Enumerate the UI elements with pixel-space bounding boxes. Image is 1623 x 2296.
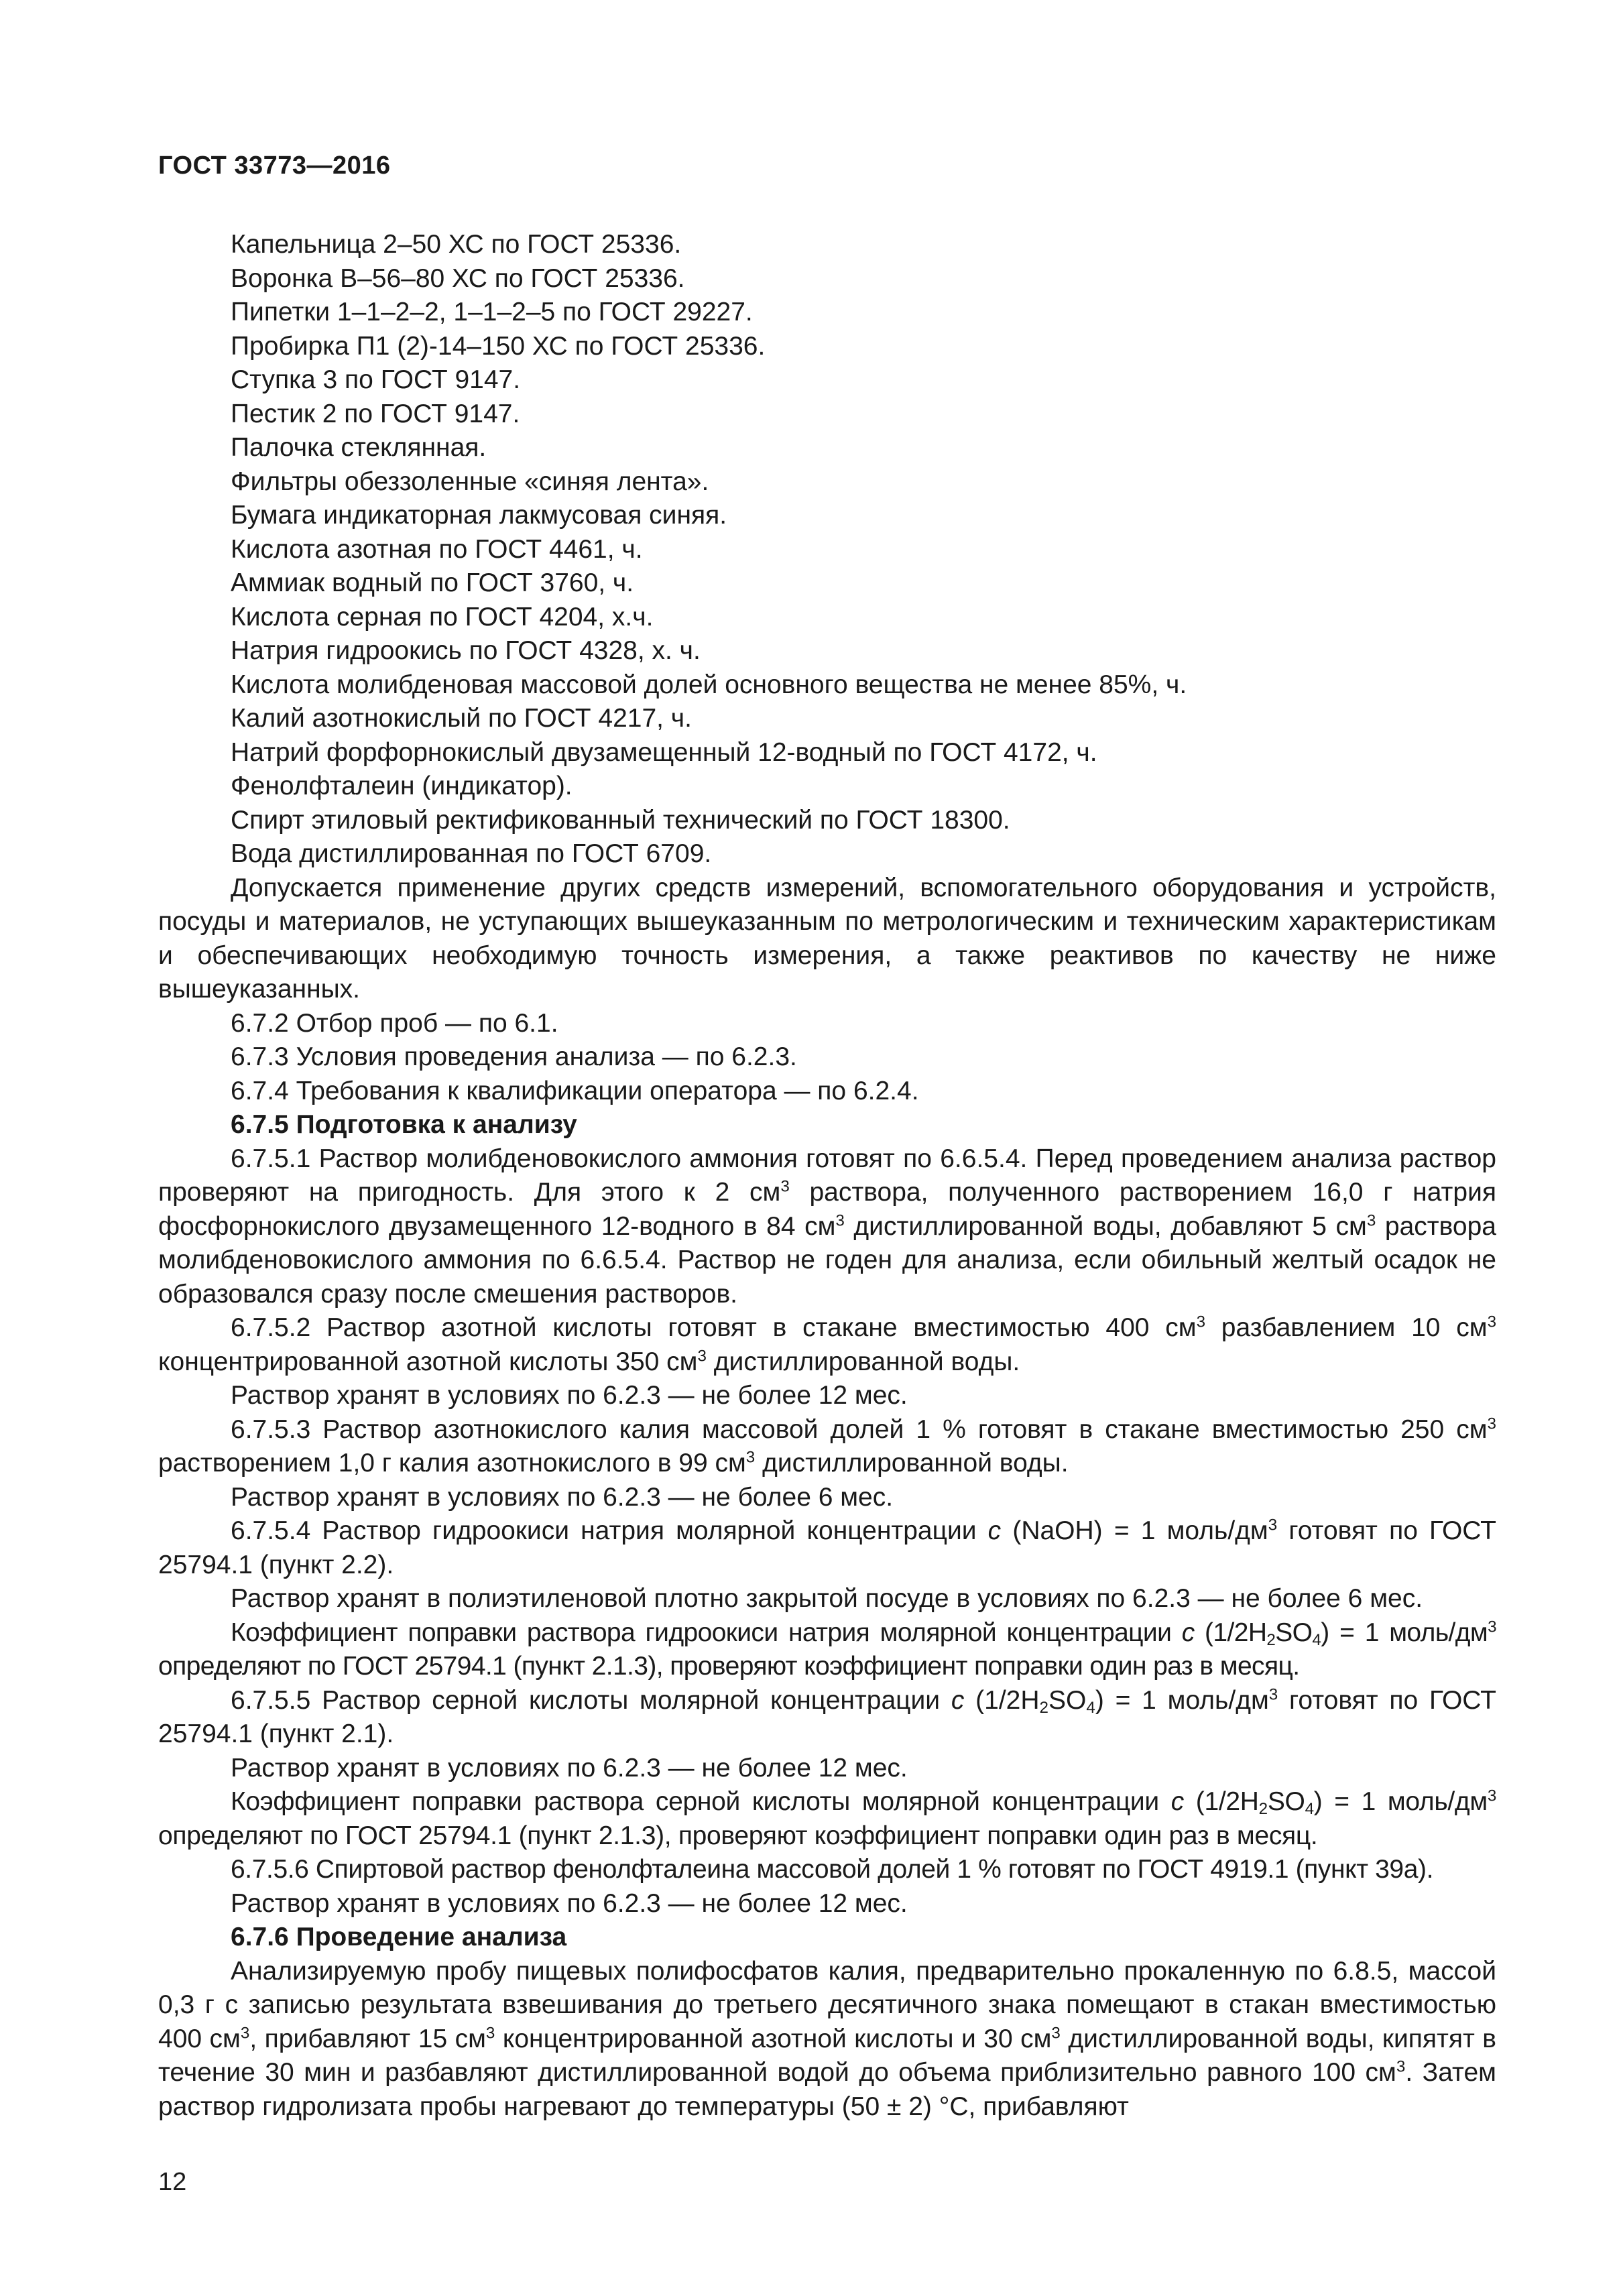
- section-6-7-5-2: 6.7.5.2 Раствор азотной кислоты готовят в стакане вместимостью 400 $см^3$ разбавлением 10 $см^3$ концентрированной азотной кислоты 350 $см^3$ дистиллированной воды.: [158, 1313, 1497, 1376]
- section-6-7-2: 6.7.2 Отбор проб — по 6.1.: [231, 1008, 558, 1038]
- list-item: Пробирка П1 (2)-14–150 ХС по ГОСТ 25336.: [231, 331, 766, 361]
- list-item: Фильтры обеззоленные «синяя лента».: [231, 467, 709, 496]
- section-6-7-5-6: 6.7.5.6 Спиртовой раствор фенолфталеина массовой долей 1 % готовят по ГОСТ 4919.1 (пункт 39а).: [231, 1855, 1434, 1884]
- list-item: Ступка 3 по ГОСТ 9147.: [231, 365, 521, 394]
- paragraph-allowed-substitutes: Допускается применение других средств измерений, вспомогательного оборудования и устройств, посуды и материалов, не уступающих вышеуказанным по метрологическим и техническим характеристикам и обеспечивающих необходимую точность измерения, а также реактивов по качеству не ниже вышеуказанных.: [158, 873, 1496, 1004]
- list-item: Бумага индикаторная лакмусовая синяя.: [231, 501, 727, 530]
- section-6-7-3: 6.7.3 Условия проведения анализа — по 6.2.3.: [231, 1042, 797, 1071]
- page-header: ГОСТ 33773—2016: [158, 152, 391, 180]
- list-item: Пипетки 1–1–2–2, 1–1–2–5 по ГОСТ 29227.: [231, 298, 753, 326]
- storage-note-12-months-b: Раствор хранят в условиях по 6.2.3 — не более 12 мес.: [231, 1753, 908, 1783]
- equipment-list: [158, 228, 1496, 871]
- heading-6-7-6: 6.7.6 Проведение анализа: [231, 1923, 567, 1951]
- list-item: Кислота молибденовая массовой долей основного вещества не менее 85%, ч.: [231, 670, 1187, 699]
- list-item: Калий азотнокислый по ГОСТ 4217, ч.: [231, 704, 692, 733]
- list-item: Аммиак водный по ГОСТ 3760, ч.: [231, 568, 634, 597]
- list-item: Кислота азотная по ГОСТ 4461, ч.: [231, 534, 643, 564]
- storage-note-polyethylene: Раствор хранят в полиэтиленовой плотно закрытой посуде в условиях по 6.2.3 — не более 6 мес.: [231, 1584, 1423, 1613]
- page-number: 12: [158, 2168, 187, 2196]
- storage-note-12-months-c: Раствор хранят в условиях по 6.2.3 — не более 12 мес.: [231, 1888, 908, 1918]
- section-6-7-5-4: 6.7.5.4 Раствор гидроокиси натрия молярной концентрации c (NaOH) = 1 моль/$дм^3$ готовят по ГОСТ 25794.1 (пункт 2.2).: [158, 1516, 1497, 1579]
- section-6-7-5-3: 6.7.5.3 Раствор азотнокислого калия массовой долей 1 % готовят в стакане вместимостью 250 $см^3$ растворением 1,0 г калия азотнокислого в 99 $см^3$ дистиллированной воды.: [158, 1414, 1496, 1477]
- heading-6-7-5: 6.7.5 Подготовка к анализу: [231, 1110, 577, 1139]
- coefficient-note-h2so4: Коэффициент поправки раствора серной кислоты молярной концентрации c $(1/2H_2SO_4) = 1$ моль/$дм^3$ определяют по ГОСТ 25794.1 (пункт 2.1.3), проверяют коэффициент поправки один раз в месяц.: [158, 1787, 1496, 1850]
- section-6-7-4: 6.7.4 Требования к квалификации оператора — по 6.2.4.: [231, 1076, 919, 1105]
- list-item: Капельница 2–50 ХС по ГОСТ 25336.: [231, 230, 682, 259]
- storage-note-12-months: Раствор хранят в условиях по 6.2.3 — не более 12 мес.: [231, 1381, 908, 1410]
- section-6-7-6-procedure: Анализируемую пробу пищевых полифосфатов калия, предварительно прокаленную по 6.8.5, массой 0,3 г с записью результата взвешивания до третьего десятичного знака помещают в стакан вместимостью 400 $см^3$, прибавляют 15 $см^3$ концентрированной азотной кислоты и 30 $см^3$ дистиллированной воды, кипятят в течение 30 мин и разбавляют дистиллированной водой до объема приблизительно равного 100 $см^3$. Затем раствор гидролизата пробы нагревают до температуры (50 ± 2) °С, прибавляют: [158, 1956, 1497, 2121]
- list-item: Вода дистиллированная по ГОСТ 6709.: [231, 839, 712, 868]
- coefficient-note-naoh: Коэффициент поправки раствора гидроокиси натрия молярной концентрации c $(1/2H_2SO_4) = 1$ моль/$дм^3$ определяют по ГОСТ 25794.1 (пункт 2.1.3), проверяют коэффициент поправки один раз в месяц.: [158, 1618, 1496, 1681]
- storage-note-6-months: Раствор хранят в условиях по 6.2.3 — не более 6 мес.: [231, 1482, 894, 1512]
- document-body: [158, 228, 1496, 2124]
- list-item: Палочка стеклянная.: [231, 433, 487, 462]
- section-6-7-5-1: 6.7.5.1 Раствор молибденовокислого аммония готовят по 6.6.5.4. Перед проведением анализа раствор проверяют на пригодность. Для этого к 2 $см^3$ раствора, полученного растворением 16,0 г натрия фосфорнокислого двузамещенного 12-водного в 84 $см^3$ дистиллированной воды, добавляют 5 $см^3$ раствора молибденовокислого аммония по 6.6.5.4. Раствор не годен для анализа, если обильный желтый осадок не образовался сразу после смешения растворов.: [158, 1144, 1496, 1309]
- section-6-7-5-5: 6.7.5.5 Раствор серной кислоты молярной концентрации c $(1/2H_2SO_4) = 1$ моль/$дм^3$ готовят по ГОСТ 25794.1 (пункт 2.1).: [158, 1685, 1496, 1748]
- list-item: Кислота серная по ГОСТ 4204, х.ч.: [231, 602, 654, 631]
- list-item: Фенолфталеин (индикатор).: [231, 772, 573, 800]
- list-item: Воронка В–56–80 ХС по ГОСТ 25336.: [231, 263, 685, 293]
- list-item: Спирт этиловый ректификованный технический по ГОСТ 18300.: [231, 805, 1010, 835]
- list-item: Пестик 2 по ГОСТ 9147.: [231, 399, 520, 428]
- list-item: Натрия гидроокись по ГОСТ 4328, х. ч.: [231, 636, 701, 665]
- list-item: Натрий форфорнокислый двузамещенный 12-водный по ГОСТ 4172, ч.: [231, 737, 1097, 767]
